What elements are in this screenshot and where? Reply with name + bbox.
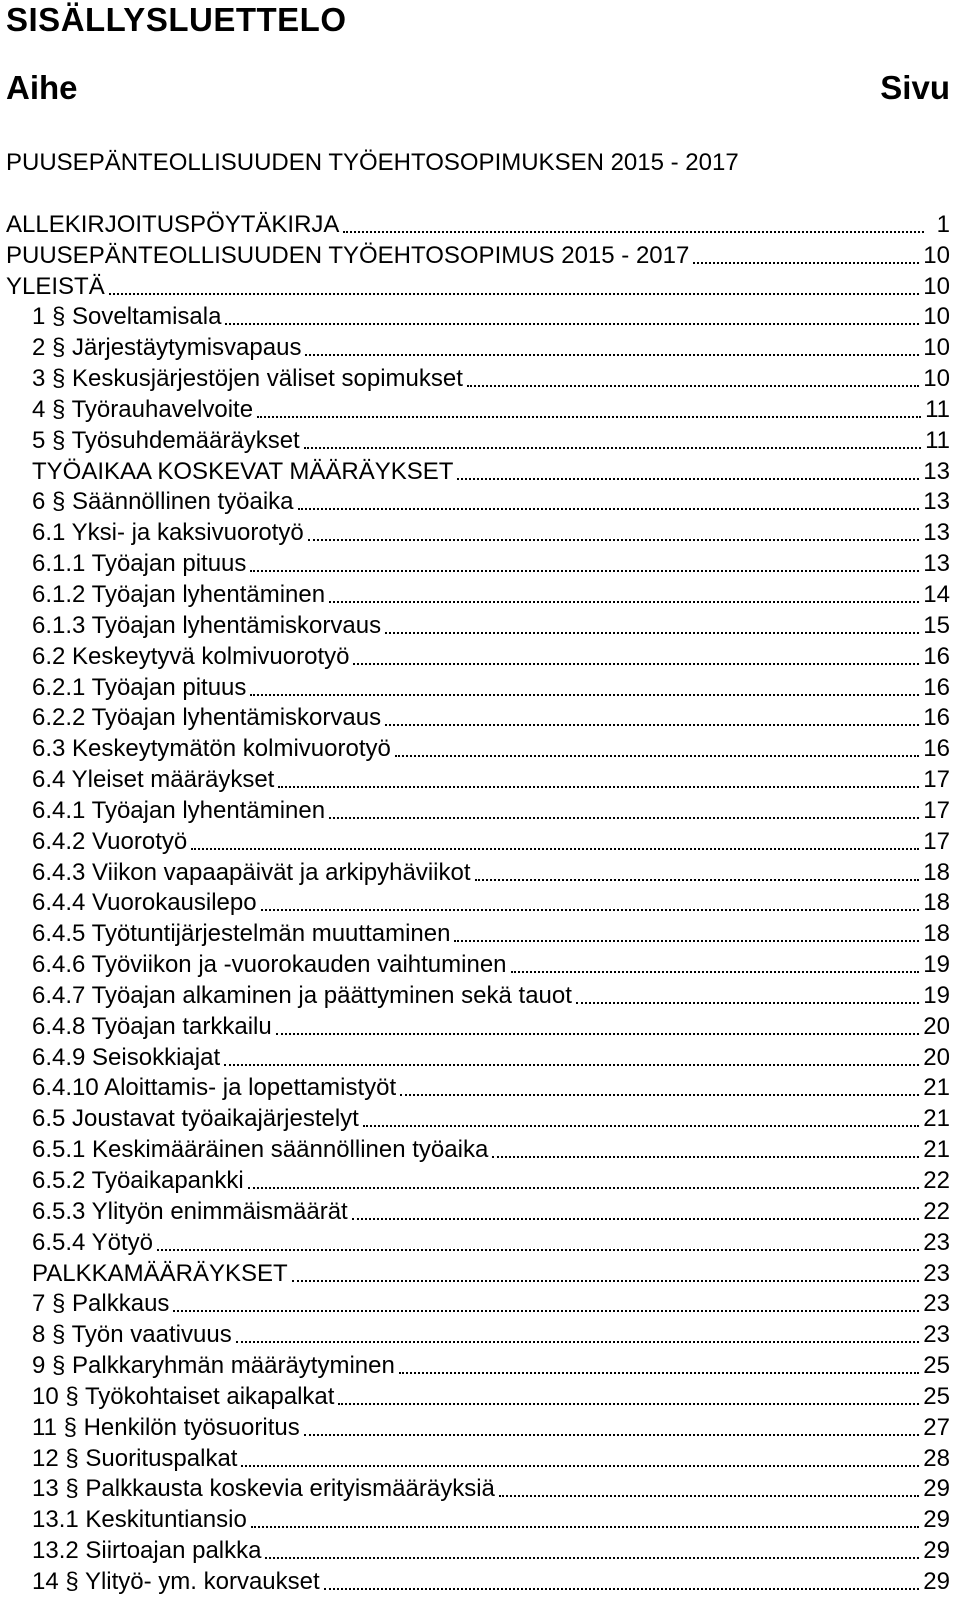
toc-entry[interactable] bbox=[0, 1227, 960, 1258]
toc-entry-label: 13.1 Keskituntiansio bbox=[32, 1506, 247, 1534]
toc-entry[interactable] bbox=[0, 1504, 960, 1535]
dot-leader bbox=[276, 1032, 920, 1035]
dot-leader bbox=[385, 723, 919, 726]
toc-entry-page-number: 19 bbox=[923, 951, 950, 979]
toc-entry-page-number: 18 bbox=[923, 858, 950, 886]
toc-entry-label: 7 § Palkkaus bbox=[32, 1290, 170, 1318]
toc-entry-page-number: 22 bbox=[923, 1197, 950, 1225]
toc-entry[interactable] bbox=[0, 888, 960, 919]
toc-entry[interactable] bbox=[0, 579, 960, 610]
toc-entry-page-number: 13 bbox=[923, 488, 950, 516]
toc-entry-page-number: 18 bbox=[923, 889, 950, 917]
toc-entry-page-number: 10 bbox=[923, 303, 950, 331]
toc-entry-label: PALKKAMÄÄRÄYKSET bbox=[32, 1259, 288, 1287]
toc-entry-page-number: 11 bbox=[925, 395, 950, 423]
toc-entry-label: 6.5.4 Yötyö bbox=[32, 1228, 153, 1256]
toc-entry-label: 6.1.1 Työajan pituus bbox=[32, 550, 247, 578]
toc-entry-label: 6.1.3 Työajan lyhentämiskorvaus bbox=[32, 611, 382, 639]
toc-entry-page-number: 28 bbox=[923, 1444, 950, 1472]
dot-leader bbox=[292, 1279, 920, 1282]
toc-entry[interactable] bbox=[0, 857, 960, 888]
toc-entry[interactable] bbox=[0, 1258, 960, 1289]
toc-entry-label: 6.4.10 Aloittamis- ja lopettamistyöt bbox=[32, 1074, 397, 1102]
dot-leader bbox=[251, 1525, 919, 1528]
toc-entry[interactable] bbox=[0, 949, 960, 980]
toc-entry-label: 10 § Työkohtaiset aikapalkat bbox=[32, 1382, 335, 1410]
toc-entry-label: 6.4.8 Työajan tarkkailu bbox=[32, 1012, 272, 1040]
toc-entry-label: 6.4.9 Seisokkiajat bbox=[32, 1043, 221, 1071]
toc-entry-page-number: 20 bbox=[923, 1043, 950, 1071]
dot-leader bbox=[343, 230, 924, 233]
toc-entry[interactable] bbox=[0, 487, 960, 518]
toc-entry-label: 6.4 Yleiset määräykset bbox=[32, 766, 275, 794]
toc-entry-label: 6.2.2 Työajan lyhentämiskorvaus bbox=[32, 704, 382, 732]
toc-entry-page-number: 23 bbox=[923, 1228, 950, 1256]
toc-entry-page-number: 23 bbox=[923, 1290, 950, 1318]
toc-entry[interactable] bbox=[0, 764, 960, 795]
dot-leader bbox=[400, 1093, 919, 1096]
toc-entry[interactable] bbox=[0, 332, 960, 363]
toc-entry-label: 6.5.2 Työaikapankki bbox=[32, 1167, 244, 1194]
toc-entry-label: PUUSEPÄNTEOLLISUUDEN TYÖEHTOSOPIMUS 2015 - 2017 bbox=[6, 241, 690, 269]
toc-entry-label: 3 § Keskusjärjestöjen väliset sopimukset bbox=[32, 365, 463, 393]
toc-entry[interactable] bbox=[0, 1103, 960, 1134]
toc-entry-page-number: 19 bbox=[923, 981, 950, 1009]
toc-entry[interactable] bbox=[0, 1566, 960, 1597]
toc-entry-page-number: 29 bbox=[923, 1537, 950, 1565]
toc-entry-page-number: 17 bbox=[923, 827, 950, 855]
toc-entry-page-number: 21 bbox=[923, 1074, 950, 1102]
toc-entry[interactable] bbox=[0, 271, 960, 302]
toc-entry[interactable] bbox=[0, 980, 960, 1011]
toc-entry-page-number: 17 bbox=[923, 796, 950, 824]
toc-entry-page-number: 21 bbox=[923, 1105, 950, 1133]
toc-entry[interactable] bbox=[0, 672, 960, 703]
toc-entry-page-number: 13 bbox=[923, 519, 950, 547]
toc-entry-page-number: 1 bbox=[936, 210, 950, 238]
dot-leader bbox=[250, 569, 919, 572]
toc-entry-page-number: 10 bbox=[923, 272, 950, 300]
dot-leader bbox=[241, 1464, 919, 1467]
toc-entry-label: TYÖAIKAA KOSKEVAT MÄÄRÄYKSET bbox=[32, 457, 454, 485]
toc-entry-label: 6 § Säännöllinen työaika bbox=[32, 488, 294, 516]
toc-entry-label: 13 § Palkkausta koskevia erityismääräyksiä bbox=[32, 1475, 495, 1503]
dot-leader bbox=[248, 1186, 920, 1189]
toc-entry[interactable] bbox=[0, 1474, 960, 1505]
document-title: SISÄLLYSLUETTELO bbox=[6, 1, 347, 38]
column-header-topic: Aihe bbox=[6, 69, 78, 106]
toc-entry[interactable] bbox=[0, 1412, 960, 1443]
toc-entry[interactable] bbox=[0, 240, 960, 271]
toc-entry-label: 4 § Työrauhavelvoite bbox=[32, 395, 254, 423]
dot-leader bbox=[363, 1124, 919, 1127]
dot-leader bbox=[308, 538, 920, 541]
toc-entry-label: 6.1 Yksi- ja kaksivuorotyö bbox=[32, 519, 304, 547]
dot-leader bbox=[352, 1217, 920, 1220]
toc-entry-label: 6.2 Keskeytyvä kolmivuorotyö bbox=[32, 642, 350, 670]
dot-leader bbox=[329, 816, 919, 819]
toc-entry-label: 2 § Järjestäytymisvapaus bbox=[32, 334, 302, 362]
toc-entry-label: 6.5.1 Keskimääräinen säännöllinen työaika bbox=[32, 1136, 489, 1164]
column-header-page: Sivu bbox=[880, 69, 950, 106]
toc-entry-page-number: 16 bbox=[923, 704, 950, 732]
toc-entry-page-number: 21 bbox=[923, 1136, 950, 1164]
toc-entry[interactable] bbox=[0, 548, 960, 579]
toc-entry[interactable] bbox=[0, 1073, 960, 1104]
toc-entry[interactable] bbox=[0, 302, 960, 333]
dot-leader bbox=[324, 1587, 920, 1590]
dot-leader bbox=[511, 970, 920, 973]
toc-entry-label: 9 § Palkkaryhmän määräytyminen bbox=[32, 1352, 395, 1380]
toc-entry-label: 6.4.4 Vuorokausilepo bbox=[32, 889, 257, 917]
toc-entry-page-number: 29 bbox=[923, 1567, 950, 1595]
toc-entry-label: 6.4.6 Työviikon ja -vuorokauden vaihtuminen bbox=[32, 951, 507, 979]
toc-entry-page-number: 11 bbox=[925, 426, 950, 454]
toc-entry[interactable] bbox=[0, 641, 960, 672]
toc-entry[interactable] bbox=[0, 795, 960, 826]
dot-leader bbox=[278, 785, 919, 788]
dot-leader bbox=[305, 353, 919, 356]
dot-leader bbox=[298, 507, 920, 510]
dot-leader bbox=[329, 600, 919, 603]
toc-entry-label: 11 § Henkilön työsuoritus bbox=[32, 1413, 300, 1441]
table-of-contents bbox=[0, 209, 960, 1597]
toc-entry-page-number: 22 bbox=[923, 1167, 950, 1194]
dot-leader bbox=[338, 1402, 919, 1405]
toc-entry-page-number: 16 bbox=[923, 642, 950, 670]
toc-entry-label: 6.5.3 Ylityön enimmäismäärät bbox=[32, 1197, 348, 1225]
toc-entry-label: 6.4.3 Viikon vapaapäivät ja arkipyhäviikot bbox=[32, 858, 471, 886]
toc-entry-page-number: 23 bbox=[923, 1321, 950, 1349]
toc-entry-page-number: 10 bbox=[923, 334, 950, 362]
toc-entry-label: 1 § Soveltamisala bbox=[32, 303, 222, 331]
toc-entry-label: ALLEKIRJOITUSPÖYTÄKIRJA bbox=[6, 210, 340, 238]
toc-entry[interactable] bbox=[0, 363, 960, 394]
toc-entry-label: YLEISTÄ bbox=[6, 272, 105, 300]
toc-entry-page-number: 29 bbox=[923, 1506, 950, 1534]
toc-entry-page-number: 27 bbox=[923, 1413, 950, 1441]
dot-leader bbox=[467, 384, 919, 387]
toc-entry[interactable] bbox=[0, 1319, 960, 1350]
toc-entry-label: 6.1.2 Työajan lyhentäminen bbox=[32, 580, 326, 608]
toc-entry[interactable] bbox=[0, 1289, 960, 1320]
toc-entry-page-number: 13 bbox=[923, 550, 950, 578]
dot-leader bbox=[265, 1556, 919, 1559]
toc-entry-page-number: 16 bbox=[923, 673, 950, 701]
dot-leader bbox=[109, 292, 920, 295]
toc-entry-page-number: 13 bbox=[923, 457, 950, 485]
dot-leader bbox=[385, 631, 919, 634]
toc-entry-page-number: 20 bbox=[923, 1012, 950, 1040]
dot-leader bbox=[173, 1309, 919, 1312]
dot-leader bbox=[304, 1433, 920, 1436]
dot-leader bbox=[157, 1248, 919, 1251]
toc-entry[interactable] bbox=[0, 1196, 960, 1227]
toc-intro-line: PUUSEPÄNTEOLLISUUDEN TYÖEHTOSOPIMUKSEN 2015 - 2017 bbox=[6, 149, 739, 176]
toc-entry-label: 6.4.7 Työajan alkaminen ja päättyminen sekä tauot bbox=[32, 981, 572, 1009]
dot-leader bbox=[492, 1155, 919, 1158]
dot-leader bbox=[395, 754, 919, 757]
dot-leader bbox=[499, 1494, 919, 1497]
toc-entry[interactable] bbox=[0, 517, 960, 548]
dot-leader bbox=[304, 446, 921, 449]
dot-leader bbox=[225, 322, 919, 325]
toc-entry-page-number: 10 bbox=[923, 241, 950, 269]
dot-leader bbox=[576, 1001, 919, 1004]
toc-entry-page-number: 16 bbox=[923, 735, 950, 763]
toc-entry[interactable] bbox=[0, 1165, 960, 1196]
toc-entry[interactable] bbox=[0, 1134, 960, 1165]
toc-entry[interactable] bbox=[0, 703, 960, 734]
dot-leader bbox=[353, 662, 919, 665]
toc-entry-page-number: 15 bbox=[923, 611, 950, 639]
toc-entry[interactable] bbox=[0, 826, 960, 857]
toc-entry[interactable] bbox=[0, 610, 960, 641]
toc-entry-page-number: 10 bbox=[923, 365, 950, 393]
toc-entry[interactable] bbox=[0, 1042, 960, 1073]
toc-entry-label: 6.4.2 Vuorotyö bbox=[32, 827, 188, 855]
dot-leader bbox=[224, 1063, 919, 1066]
toc-entry-page-number: 25 bbox=[923, 1352, 950, 1380]
toc-entry-label: 6.5 Joustavat työaikajärjestelyt bbox=[32, 1105, 359, 1133]
toc-entry[interactable] bbox=[0, 425, 960, 456]
dot-leader bbox=[475, 878, 920, 881]
toc-entry-label: 6.3 Keskeytymätön kolmivuorotyö bbox=[32, 735, 391, 763]
toc-entry-label: 8 § Työn vaativuus bbox=[32, 1321, 232, 1349]
dot-leader bbox=[261, 908, 920, 911]
dot-leader bbox=[399, 1371, 919, 1374]
dot-leader bbox=[454, 939, 919, 942]
toc-entry[interactable] bbox=[0, 733, 960, 764]
toc-entry-page-number: 23 bbox=[923, 1259, 950, 1287]
toc-entry-page-number: 18 bbox=[923, 920, 950, 948]
toc-entry[interactable] bbox=[0, 394, 960, 425]
toc-entry[interactable] bbox=[0, 1350, 960, 1381]
toc-entry[interactable] bbox=[0, 1443, 960, 1474]
toc-entry[interactable] bbox=[0, 209, 960, 240]
toc-entry-page-number: 25 bbox=[923, 1382, 950, 1410]
toc-entry[interactable] bbox=[0, 456, 960, 487]
toc-entry-page-number: 14 bbox=[923, 580, 950, 608]
toc-entry-label: 5 § Työsuhdemääräykset bbox=[32, 426, 300, 454]
toc-entry-label: 12 § Suorituspalkat bbox=[32, 1444, 238, 1472]
toc-entry-label: 14 § Ylityö- ym. korvaukset bbox=[32, 1567, 320, 1595]
dot-leader bbox=[250, 693, 919, 696]
toc-entry-label: 6.4.5 Työtuntijärjestelmän muuttaminen bbox=[32, 920, 451, 948]
dot-leader bbox=[236, 1340, 920, 1343]
dot-leader bbox=[191, 847, 919, 850]
dot-leader bbox=[257, 415, 921, 418]
toc-entry-label: 13.2 Siirtoajan palkka bbox=[32, 1537, 262, 1565]
dot-leader bbox=[693, 261, 919, 264]
toc-entry-label: 6.2.1 Työajan pituus bbox=[32, 673, 247, 701]
toc-entry-page-number: 29 bbox=[923, 1475, 950, 1503]
toc-entry-label: 6.4.1 Työajan lyhentäminen bbox=[32, 796, 326, 824]
dot-leader bbox=[457, 477, 919, 480]
toc-entry[interactable] bbox=[0, 1381, 960, 1412]
toc-entry[interactable] bbox=[0, 918, 960, 949]
toc-entry[interactable] bbox=[0, 1011, 960, 1042]
toc-entry-page-number: 17 bbox=[923, 766, 950, 794]
toc-entry[interactable] bbox=[0, 1535, 960, 1566]
